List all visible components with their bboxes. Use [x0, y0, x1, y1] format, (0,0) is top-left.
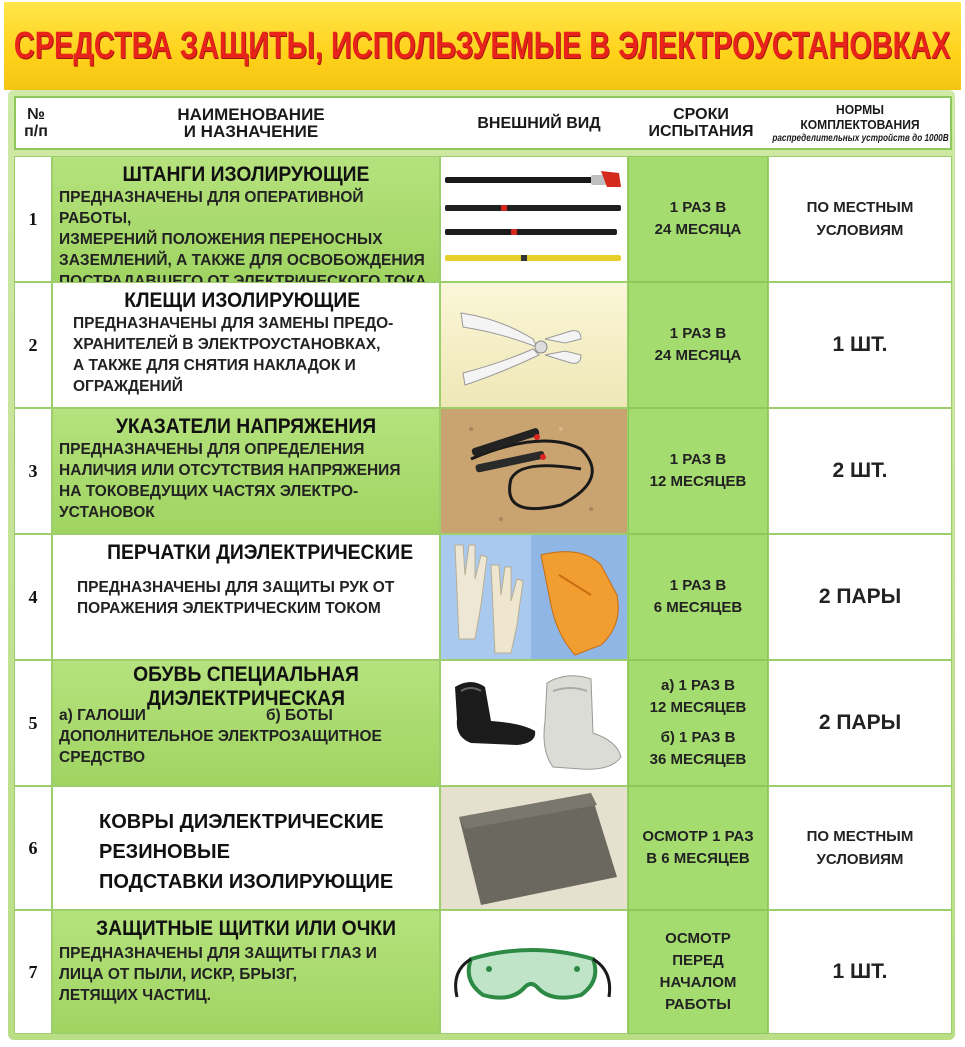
- row-name-cell: [52, 660, 440, 786]
- norm-value: 2 ПАРЫ: [768, 534, 952, 660]
- header-terms: СРОКИ ИСПЫТАНИЯ: [648, 106, 754, 140]
- galoshes-label: а) ГАЛОШИ: [59, 707, 146, 724]
- row-name-cell: [52, 786, 440, 910]
- header-name: НАИМЕНОВАНИЕ И НАЗНАЧЕНИЕ: [177, 105, 325, 141]
- row-title-list: КОВРЫ ДИЭЛЕКТРИЧЕСКИЕ РЕЗИНОВЫЕ ПОДСТАВКИ ИЗОЛИРУЮЩИЕ: [99, 811, 394, 893]
- row-title: ОБУВЬ СПЕЦИАЛЬНАЯ ДИЭЛЕКТРИЧЕСКАЯ: [133, 663, 359, 710]
- test-term: [628, 282, 768, 408]
- boots-label: б) БОТЫ: [265, 707, 333, 724]
- row-description: ПРЕДНАЗНАЧЕНЫ ДЛЯ ЗАМЕНЫ ПРЕДО- ХРАНИТЕЛЕЙ В ЭЛЕКТРОУСТАНОВКАХ, А ТАКЖЕ ДЛЯ СНЯТИЯ НАКЛАДОК И ОГРАЖДЕНИЙ: [73, 315, 394, 395]
- row-number: 7: [14, 910, 52, 1034]
- table-row: [14, 408, 952, 534]
- norm-value: 2 ШТ.: [768, 408, 952, 534]
- header-norms: [770, 98, 950, 148]
- term-line: ОСМОТР: [665, 930, 731, 947]
- dielectric-footwear-image: [440, 660, 628, 786]
- norm-value: ПО МЕСТНЫМ УСЛОВИЯМ: [768, 786, 952, 910]
- term-line: 1 РАЗ В: [669, 325, 727, 342]
- row-name-cell: [52, 910, 440, 1034]
- table-row: [14, 660, 952, 786]
- insulating-pliers-image: [440, 282, 628, 408]
- row-title: УКАЗАТЕЛИ НАПРЯЖЕНИЯ: [115, 415, 377, 438]
- norm-value: 1 ШТ.: [768, 282, 952, 408]
- title-banner: [4, 2, 961, 90]
- term-line: ПЕРЕД: [672, 952, 724, 969]
- table-row: [14, 910, 952, 1034]
- row-description: ПРЕДНАЗНАЧЕНЫ ДЛЯ ОПРЕДЕЛЕНИЯ НАЛИЧИЯ ИЛИ ОТСУТСТВИЯ НАПРЯЖЕНИЯ НА ТОКОВЕДУЩИХ ЧАСТЯХ ЭЛЕКТРО- УСТАНОВОК: [59, 441, 401, 521]
- row-number: 3: [14, 408, 52, 534]
- insulating-rods-image: [440, 156, 628, 282]
- row-number: 5: [14, 660, 52, 786]
- term-line: 12 МЕСЯЦЕВ: [649, 473, 747, 490]
- row-number: 6: [14, 786, 52, 910]
- test-term: [628, 910, 768, 1034]
- term-line: В 6 МЕСЯЦЕВ: [646, 850, 750, 867]
- row-number: 2: [14, 282, 52, 408]
- table-row: [14, 156, 952, 282]
- voltage-indicator-image: [440, 408, 628, 534]
- header-norms-title: НОРМЫ КОМПЛЕКТОВАНИЯ: [800, 101, 920, 132]
- table-header: [14, 96, 952, 150]
- row-description: ПРЕДНАЗНАЧЕНЫ ДЛЯ ЗАЩИТЫ ГЛАЗ И ЛИЦА ОТ ПЫЛИ, ИСКР, БРЫЗГ, ЛЕТЯЩИХ ЧАСТИЦ.: [59, 945, 377, 1004]
- test-term: [628, 660, 768, 786]
- row-title: ЗАЩИТНЫЕ ЩИТКИ ИЛИ ОЧКИ: [96, 917, 396, 940]
- header-norms-subtitle: распределительных устройств до 1000В: [771, 132, 949, 144]
- row-number: 4: [14, 534, 52, 660]
- term-line: 6 МЕСЯЦЕВ: [653, 599, 743, 616]
- test-term: [628, 408, 768, 534]
- header-num: № п/п: [24, 106, 48, 140]
- row-name-cell: [52, 534, 440, 660]
- term-line: РАБОТЫ: [665, 996, 731, 1013]
- term-line: 1 РАЗ В: [669, 577, 727, 594]
- table-row: [14, 534, 952, 660]
- row-description: ДОПОЛНИТЕЛЬНОЕ ЭЛЕКТРОЗАЩИТНОЕ СРЕДСТВО: [59, 728, 382, 766]
- term-line: 24 МЕСЯЦА: [654, 347, 742, 364]
- row-title: КЛЕЩИ ИЗОЛИРУЮЩИЕ: [124, 289, 361, 312]
- table-row: [14, 786, 952, 910]
- row-title: ПЕРЧАТКИ ДИЭЛЕКТРИЧЕСКИЕ: [107, 541, 414, 564]
- norm-value: ПО МЕСТНЫМ УСЛОВИЯМ: [768, 156, 952, 282]
- row-name-cell: [52, 156, 440, 282]
- page-title: СРЕДСТВА ЗАЩИТЫ, ИСПОЛЬЗУЕМЫЕ В ЭЛЕКТРОУСТАНОВКАХ: [14, 24, 951, 67]
- safety-goggles-image: [440, 910, 628, 1034]
- term-line: 1 РАЗ В: [669, 451, 727, 468]
- term-line: а) 1 РАЗ В: [661, 677, 735, 694]
- row-name-cell: [52, 408, 440, 534]
- dielectric-mat-image: [440, 786, 628, 910]
- row-description: ПРЕДНАЗНАЧЕНЫ ДЛЯ ЗАЩИТЫ РУК ОТ ПОРАЖЕНИЯ ЭЛЕКТРИЧЕСКИМ ТОКОМ: [77, 579, 395, 617]
- row-title: ШТАНГИ ИЗОЛИРУЮЩИЕ: [122, 163, 370, 186]
- row-name-cell: [52, 282, 440, 408]
- term-line: 12 МЕСЯЦЕВ: [649, 699, 747, 716]
- test-term: [628, 786, 768, 910]
- dielectric-gloves-image: [440, 534, 628, 660]
- test-term: [628, 156, 768, 282]
- term-line: 24 МЕСЯЦА: [654, 221, 742, 238]
- row-description: ПРЕДНАЗНАЧЕНЫ ДЛЯ ОПЕРАТИВНОЙ РАБОТЫ, ИЗМЕРЕНИЙ ПОЛОЖЕНИЯ ПЕРЕНОСНЫХ ЗАЗЕМЛЕНИЙ, А ТАКЖЕ ДЛЯ ОСВОБОЖДЕНИЯ: [59, 189, 425, 269]
- header-appearance: ВНЕШНИЙ ВИД: [477, 114, 601, 132]
- term-line: б) 1 РАЗ В: [660, 729, 736, 746]
- term-line: ОСМОТР 1 РАЗ: [642, 828, 754, 845]
- test-term: [628, 534, 768, 660]
- term-line: 1 РАЗ В: [669, 199, 727, 216]
- term-line: 36 МЕСЯЦЕВ: [649, 751, 747, 768]
- norm-value: 2 ПАРЫ: [768, 660, 952, 786]
- table-row: [14, 282, 952, 408]
- row-number: 1: [14, 156, 52, 282]
- term-line: НАЧАЛОМ: [659, 974, 737, 991]
- norm-value: 1 ШТ.: [768, 910, 952, 1034]
